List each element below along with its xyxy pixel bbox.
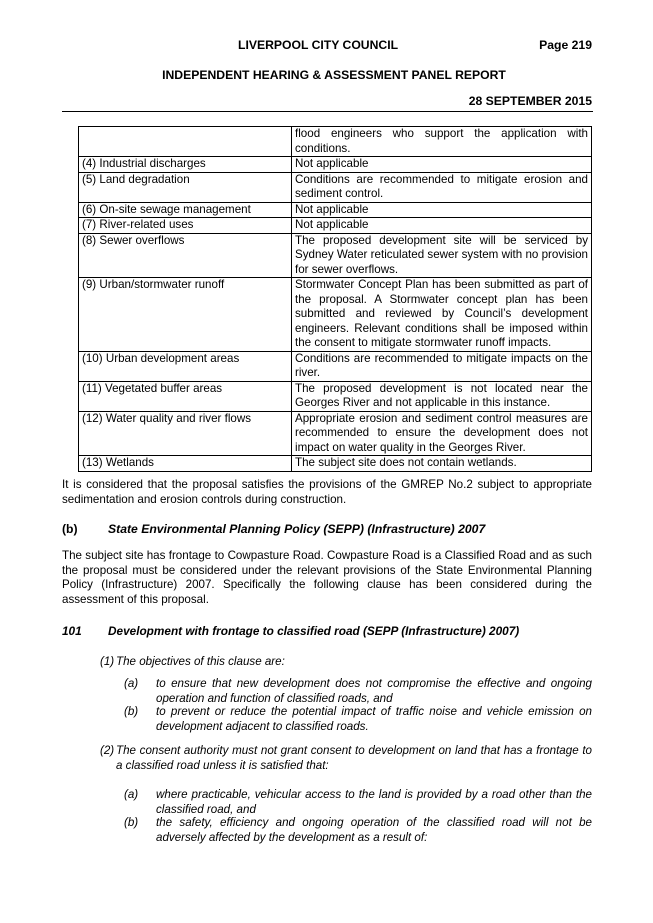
table-cell-comment: Not applicable <box>292 218 592 234</box>
subclause-1 <box>100 655 592 670</box>
list-item-marker: (b) <box>124 816 139 829</box>
section-heading <box>62 522 592 536</box>
gmrep-considerations-table <box>78 126 592 472</box>
subclause-text: The consent authority must not grant consent to development on land that has a frontage to a classified road unless it is satisfied that: <box>116 744 592 772</box>
table-row <box>79 411 592 456</box>
table-cell-comment: flood engineers who support the application with conditions. <box>292 127 592 157</box>
subclause-2 <box>100 744 592 773</box>
table-cell-item: (5) Land degradation <box>79 172 292 202</box>
clause-title: Development with frontage to classified road (SEPP (Infrastructure) 2007) <box>108 624 520 638</box>
report-title: INDEPENDENT HEARING & ASSESSMENT PANEL REPORT <box>162 68 506 82</box>
list-item-marker: (b) <box>124 705 139 718</box>
list-item <box>124 788 592 817</box>
table-cell-item: (6) On-site sewage management <box>79 202 292 218</box>
clause-number: 101 <box>62 624 82 638</box>
gmrep-conclusion-paragraph: It is considered that the proposal satisfies the provisions of the GMREP No.2 subject to appropriate sedimentation and erosion controls during construction. <box>62 478 592 506</box>
list-item <box>124 816 592 845</box>
table-row <box>79 218 592 234</box>
subclause-number: (2) <box>100 744 115 757</box>
table-row <box>79 127 592 157</box>
table-row <box>79 351 592 381</box>
table-row <box>79 202 592 218</box>
table-cell-comment: Stormwater Concept Plan has been submitted as part of the proposal. A Stormwater concept plan has been submitted and reviewed by Council’s development engineers. Relevant conditions shall be imposed within the consent to mitigate stormwater runoff impacts. <box>292 278 592 352</box>
table-cell-comment: The proposed development site will be serviced by Sydney Water reticulated sewer system with no provision for sewer overflows. <box>292 233 592 278</box>
list-item-marker: (a) <box>124 677 139 690</box>
list-item-text: to prevent or reduce the potential impact of traffic noise and vehicle emission on development adjacent to classified roads. <box>156 705 592 733</box>
table-cell-comment: Conditions are recommended to mitigate impacts on the river. <box>292 351 592 381</box>
table-cell-comment: Not applicable <box>292 202 592 218</box>
table-cell-comment: The proposed development is not located near the Georges River and not applicable in this instance. <box>292 381 592 411</box>
section-label: (b) <box>62 522 78 536</box>
report-date: 28 SEPTEMBER 2015 <box>468 94 592 108</box>
table-row <box>79 278 592 352</box>
list-item <box>124 705 592 734</box>
table-cell-item: (8) Sewer overflows <box>79 233 292 278</box>
list-item-text: to ensure that new development does not compromise the effective and ongoing operation and function of classified roads, and <box>156 677 592 705</box>
table-cell-comment: The subject site does not contain wetlands. <box>292 456 592 472</box>
header-divider <box>62 111 593 112</box>
page-header <box>62 38 592 54</box>
subclause-text: The objectives of this clause are: <box>116 655 285 668</box>
table-row <box>79 172 592 202</box>
table-row <box>79 233 592 278</box>
table-cell-item: (4) Industrial discharges <box>79 157 292 173</box>
table-row <box>79 381 592 411</box>
list-item-text: where practicable, vehicular access to the land is provided by a road other than the classified road, and <box>156 788 592 816</box>
frontage-paragraph: The subject site has frontage to Cowpasture Road. Cowpasture Road is a Classified Road and as such the proposal must be considered under the relevant provisions of the State Environmental Planning Policy (Infrastructure) 2007. Specifically the following clause has been considered during the assessment of this proposal. <box>62 549 592 606</box>
table-cell-item: (10) Urban development areas <box>79 351 292 381</box>
list-item <box>124 677 592 706</box>
council-name: LIVERPOOL CITY COUNCIL <box>238 38 399 52</box>
table-cell-item: (7) River-related uses <box>79 218 292 234</box>
list-item-marker: (a) <box>124 788 139 801</box>
table-cell-item: (12) Water quality and river flows <box>79 411 292 456</box>
section-title: State Environmental Planning Policy (SEPP) (Infrastructure) 2007 <box>108 522 486 536</box>
table-cell-item: (9) Urban/stormwater runoff <box>79 278 292 352</box>
table-cell-comment: Not applicable <box>292 157 592 173</box>
table-cell-item: (11) Vegetated buffer areas <box>79 381 292 411</box>
table-cell-item <box>79 127 292 157</box>
table-cell-comment: Conditions are recommended to mitigate erosion and sediment control. <box>292 172 592 202</box>
table-cell-comment: Appropriate erosion and sediment control measures are recommended to ensure the development does not impact on water quality in the Georges River. <box>292 411 592 456</box>
list-item-text: the safety, efficiency and ongoing operation of the classified road will not be adversely affected by the development as a result of: <box>156 816 592 844</box>
table-cell-item: (13) Wetlands <box>79 456 292 472</box>
table-row <box>79 456 592 472</box>
subclause-number: (1) <box>100 655 115 668</box>
table-row <box>79 157 592 173</box>
clause-heading <box>62 624 592 638</box>
page-number: Page 219 <box>539 38 592 52</box>
